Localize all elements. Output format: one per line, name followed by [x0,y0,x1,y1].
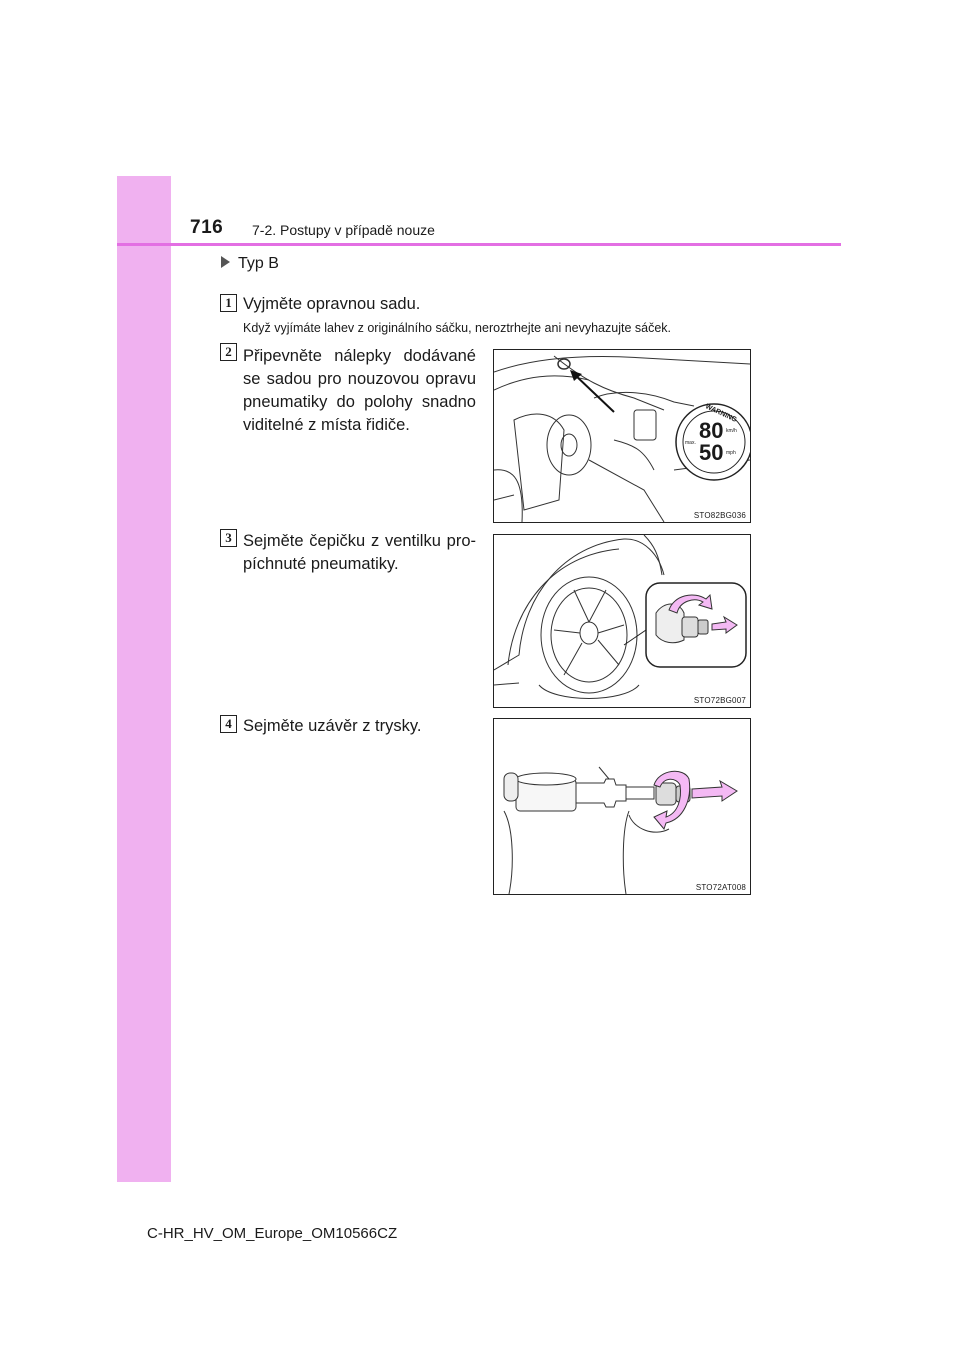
figure-valve-cap [493,534,751,708]
triangle-bullet-icon [221,256,230,268]
sticker-speed-mph: 50 [699,440,724,465]
wheel-illustration [494,535,750,707]
figure-code: STO72AT008 [695,883,746,892]
step-text-2: Připevněte nálepky dodávané se sadou pro nouzovou opravu pneumatiky do polohy snadno viditelné z místa řidiče. [243,347,476,434]
sticker-max-label: max. [685,440,696,446]
figure-code: STO72BG007 [693,696,746,705]
page-number: 716 [190,217,224,238]
figure-nozzle-cap [493,718,751,895]
sticker-speed-kmh: 80 [699,418,724,443]
step-text-1: Vyjměte opravnou sadu. [243,295,421,313]
pull-arrow-icon [692,781,737,801]
sticker-unit-kmh: km/h [726,428,737,434]
figure-code: STO82BG036 [693,511,746,520]
step-number-4: 4 [220,715,237,733]
nozzle-illustration [494,719,750,894]
figure-sticker-placement [493,349,751,523]
document-footer: C-HR_HV_OM_Europe_OM10566CZ [147,1225,398,1242]
step-text-4: Sejměte uzávěr z trysky. [243,717,422,735]
sticker-unit-mph: mph [726,450,736,456]
chapter-side-band [117,176,171,1182]
page-header [0,0,960,250]
sticker-warning-text: WARNING [704,403,738,424]
header-rule [117,243,841,246]
subheading-text: Typ B [238,255,279,272]
step-text-3: Sejměte čepičku z ventilku pro-píchnuté pneumatiky. [243,532,476,573]
section-title: 7-2. Postupy v případě nouze [252,222,435,238]
step-number-2: 2 [220,343,237,361]
subheading [221,255,279,273]
step-number-1: 1 [220,294,237,312]
step-number-3: 3 [220,529,237,547]
step-note-1: Když vyjímáte lahev z originálního sáčku, neroztrhejte ani nevyhazujte sáček. [243,321,672,335]
